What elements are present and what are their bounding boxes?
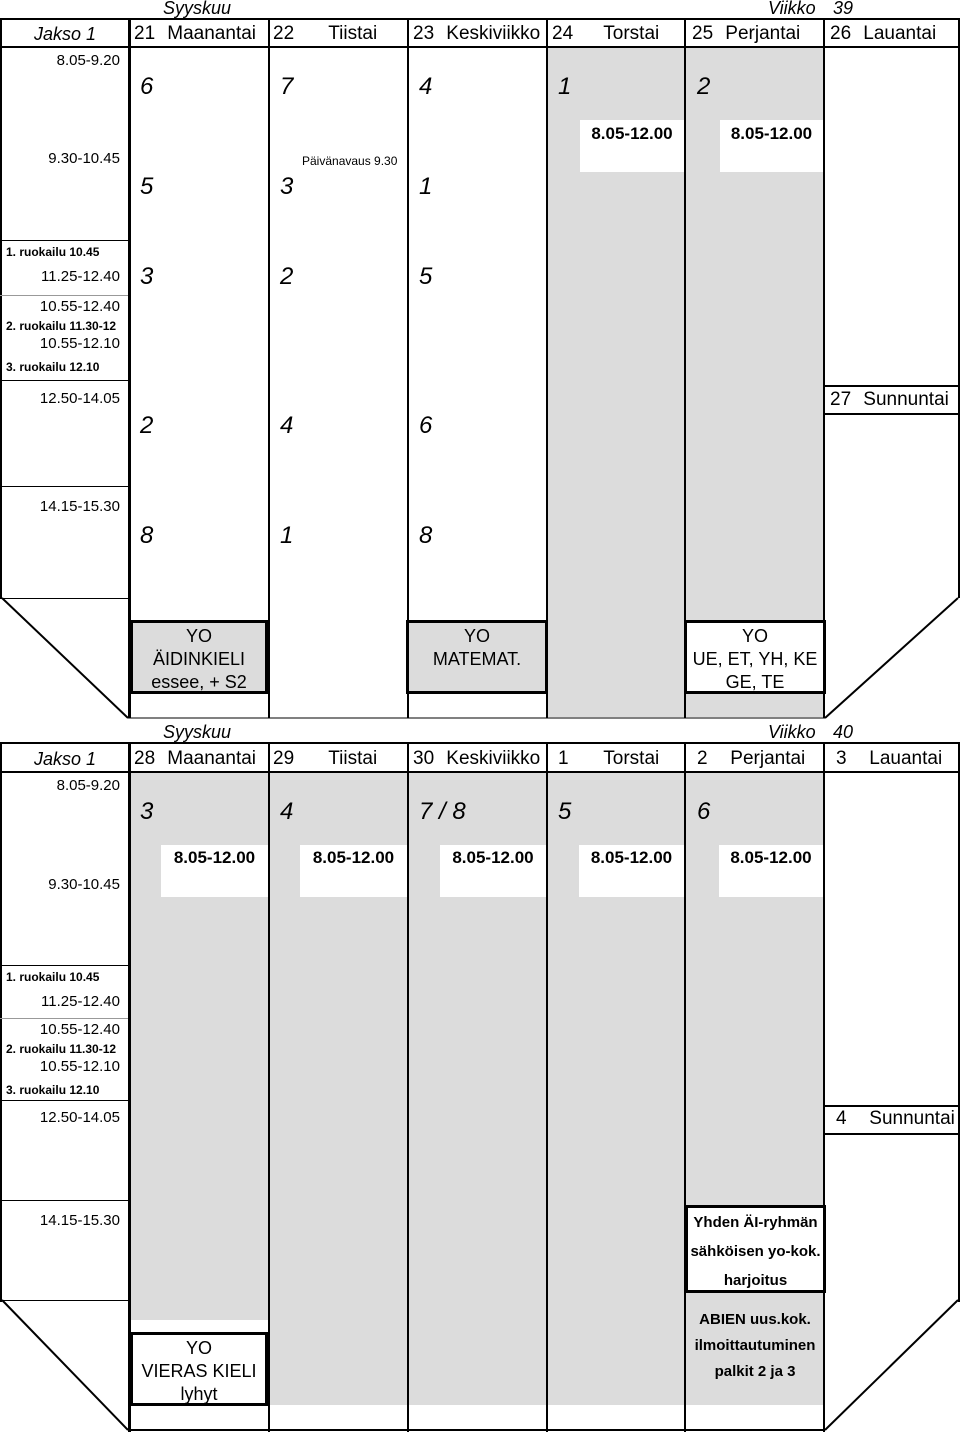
exam-time-wednesday: 8.05-12.00 [452,848,534,867]
day-tuesday: 29 Tiistai [273,748,378,769]
time-slot-1: 8.05-9.20 [56,777,120,794]
day-thursday: 24 Torstai [552,23,660,44]
lesson-number: 4 [280,798,294,825]
lesson-number: 6 [140,73,154,100]
lunch-2: 2. ruokailu 11.30-12 [6,1042,117,1056]
morning-assembly-note: Päivänavaus 9.30 [302,154,398,168]
time-slot-5: 14.15-15.30 [39,498,120,515]
lesson-number: 6 [697,798,711,825]
period-label: Jakso 1 [34,749,97,769]
day-wednesday: 30 Keskiviikko [413,748,541,769]
lesson-number: 7 [280,73,294,100]
day-tuesday: 22 Tiistai [273,23,378,44]
time-slot-3b: 10.55-12.40 [39,298,120,315]
lesson-number: 1 [419,173,433,200]
day-thursday: 1 Torstai [558,748,660,769]
time-slot-3b: 10.55-12.40 [39,1021,120,1038]
exam-box-humanities: YO UE, ET, YH, KE GE, TE [684,620,826,694]
note-electronic-exam-practice: Yhden ÄI-ryhmän sähköisen yo-kok. harjoitus [685,1205,826,1293]
exam-time-friday: 8.05-12.00 [730,124,813,143]
time-slot-3a: 11.25-12.40 [41,268,120,285]
lesson-number: 8 [140,522,154,549]
lesson-number: 4 [419,73,433,100]
time-slot-2: 9.30-10.45 [48,150,120,167]
lesson-number: 2 [140,412,154,439]
lesson-number: 2 [697,73,711,100]
lesson-number: 3 [140,263,154,290]
exam-time-thursday: 8.05-12.00 [591,124,673,143]
lesson-number: 2 [280,263,294,290]
lesson-number: 5 [419,263,433,290]
lesson-number: 3 [280,173,294,200]
lesson-number: 5 [140,173,154,200]
day-friday: 2 Perjantai [697,748,806,769]
month-label: Syyskuu [163,0,232,18]
lesson-number: 4 [280,412,294,439]
lesson-number: 1 [558,73,572,100]
lesson-number: 8 [419,522,433,549]
time-slot-3c: 10.55-12.10 [39,335,120,352]
lunch-2: 2. ruokailu 11.30-12 [6,319,117,333]
day-saturday: 26 Lauantai [830,23,937,44]
exam-time-monday: 8.05-12.00 [173,848,256,867]
lesson-number: 3 [140,798,154,825]
week-label: Viikko [768,0,816,18]
day-sunday: 27 Sunnuntai [830,389,949,410]
day-monday: 21 Maanantai [134,23,257,44]
time-slot-1: 8.05-9.20 [56,52,120,69]
time-slot-5: 14.15-15.30 [39,1212,120,1229]
time-slot-3c: 10.55-12.10 [39,1058,120,1075]
time-slot-3a: 11.25-12.40 [41,993,120,1010]
week-label: Viikko [768,722,816,742]
lunch-3: 3. ruokailu 12.10 [6,360,100,374]
note-retake-registration: ABIEN uus.kok. ilmoittautuminen palkit 2 ja 3 [694,1311,816,1380]
exam-time-thursday: 8.05-12.00 [590,848,673,867]
week-number: 39 [833,0,854,18]
day-monday: 28 Maanantai [134,748,257,769]
lunch-3: 3. ruokailu 12.10 [6,1083,100,1097]
time-slot-4: 12.50-14.05 [39,1109,120,1126]
month-label: Syyskuu [163,722,232,742]
exam-time-tuesday: 8.05-12.00 [312,848,395,867]
day-saturday: 3 Lauantai [836,748,943,769]
exam-time-friday: 8.05-12.00 [730,848,812,867]
time-slot-2: 9.30-10.45 [48,876,120,893]
exam-box-finnish: YO ÄIDINKIELI essee, + S2 [130,620,268,694]
exam-box-math: YO MATEMAT. [406,620,548,694]
lesson-number: 7 / 8 [419,798,466,825]
day-sunday: 4 Sunnuntai [836,1108,955,1129]
exam-box-foreign-language: YO VIERAS KIELI lyhyt [130,1332,268,1406]
time-slot-4: 12.50-14.05 [39,390,120,407]
period-label: Jakso 1 [34,24,97,44]
lesson-number: 5 [558,798,572,825]
lunch-1: 1. ruokailu 10.45 [6,245,100,259]
lesson-number: 6 [419,412,433,439]
day-friday: 25 Perjantai [692,23,801,44]
week-number: 40 [833,722,854,742]
day-wednesday: 23 Keskiviikko [413,23,541,44]
lunch-1: 1. ruokailu 10.45 [6,970,100,984]
lesson-number: 1 [280,522,294,549]
